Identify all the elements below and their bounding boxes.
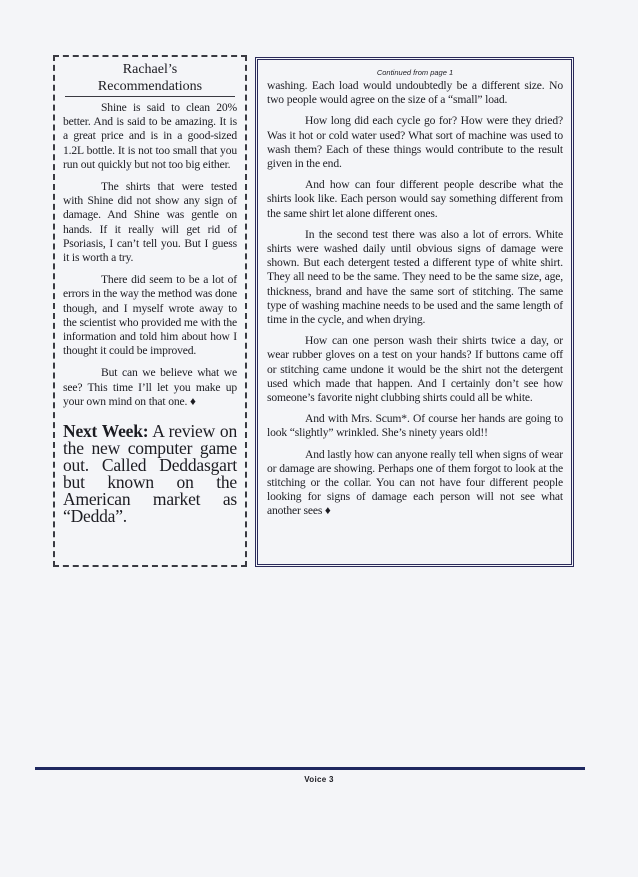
sidebar-paragraph: Shine is said to clean 20% better. And is said to be amazing. It is a great price and is in a good-sized 1.2L bottle. It is not too small that you run out quickly but not too big either. [63,101,237,171]
article-body [267,79,563,519]
footer-page-label: Voice 3 [304,775,334,784]
article-paragraph: And how can four different people describe what the shirts look like. Each person would say something different from the same shirt let alone different ones. [267,178,563,220]
sidebar-body [63,101,237,409]
sidebar-title-line1: Rachael’s [122,62,178,77]
next-week-text: A review on the new computer game out. Called Deddasgart but known on the American market as “Dedda”. [63,421,238,527]
article-paragraph: In the second test there was also a lot of errors. White shirts were washed daily until obvious signs of damage were shown. But each detergent tested a different type of white shirt. They all need to be the same. They need to be the same size, age, thickness, brand and have the same sort of stitching. The same type of washing machine needs to be used and the same length of time in the cycle, and when drying. [267,227,563,327]
sidebar-paragraph: But can we believe what we see? This time I’ll let you make up your own mind on that one. ♦ [63,366,237,408]
sidebar-paragraph: The shirts that were tested with Shine did not show any sign of damage. And Shine was gentle on hands. If it really will get rid of Psoriasis, I can’t tell you. But I guess it is worth a try. [63,180,237,265]
article-column [255,57,574,567]
sidebar-title-line2: Recommendations [97,79,203,94]
article-paragraph: And with Mrs. Scum*. Of course her hands are going to look “slightly” wrinkled. She’s ninety years old!! [267,412,563,440]
sidebar-title-rule [65,96,235,97]
next-week-teaser [63,423,237,525]
recommendations-sidebar [53,55,247,567]
next-week-label: Next Week: [63,421,149,442]
article-paragraph: And lastly how can anyone really tell when signs of wear or damage are showing. Perhaps one of them forgot to look at the stitching or the collar. You can not have four different people looking for signs of damage each person will not see what another sees ♦ [267,447,563,518]
footer-rule [35,767,585,770]
article-paragraph: How can one person wash their shirts twice a day, or wear rubber gloves on a test on your hands? If buttons came off or stitching came undone it would be the shirt not the detergent used which made that happen. And I certainly don’t see how someone’s favorite night clubbing shirts could all be white. [267,334,563,405]
article-paragraph: How long did each cycle go for? How were they dried? Was it hot or cold water used? What sort of machine was used to wash them? Each of these things would contribute to the result given in the end. [267,114,563,171]
sidebar-paragraph: There did seem to be a lot of errors in the way the method was done though, and I myself wrote away to the scientist who provided me with the information and told him about how I thought it could be improved. [63,273,237,358]
continued-label: Continued from page 1 [376,68,454,77]
article-paragraph: washing. Each load would undoubtedly be a different size. No two people would agree on the size of a “small” load. [267,79,563,107]
